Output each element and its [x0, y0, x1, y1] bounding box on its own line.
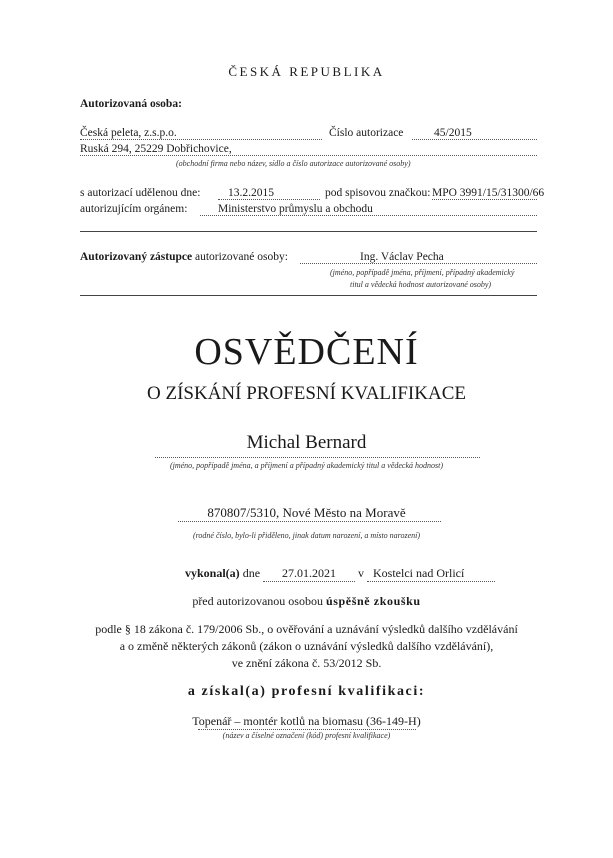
representative-name: Ing. Václav Pecha — [300, 251, 537, 264]
exam-performed-label: vykonal(a) — [185, 566, 240, 580]
representative-label-rest: autorizované osoby: — [195, 251, 288, 263]
holder-birth-note: (rodné číslo, bylo-li přiděleno, jinak datum narození, a místo narození) — [192, 531, 421, 540]
authorization-number: 45/2015 — [412, 127, 537, 140]
exam-before — [0, 594, 613, 609]
certificate-title: OSVĚDČENÍ — [194, 331, 419, 373]
exam-line — [185, 566, 495, 582]
holder-birth: 870807/5310, Nové Město na Moravě — [207, 505, 406, 520]
law-line-1: podle § 18 zákona č. 179/2006 Sb., o ověřování a uznávání výsledků dalšího vzdělávání — [95, 622, 518, 636]
granted-label: s autorizací udělenou dne: — [80, 187, 201, 199]
country-heading: ČESKÁ REPUBLIKA — [228, 64, 385, 79]
representative-note-1: (jméno, popřípadě jména, příjmení, případný akademický — [330, 268, 515, 277]
firm-note: (obchodní firma nebo název, sídlo a číslo autorizace autorizované osoby) — [176, 159, 411, 168]
authorization-number-label: Číslo autorizace — [329, 127, 404, 139]
law-line-3: ve znění zákona č. 53/2012 Sb. — [231, 656, 382, 670]
exam-date-label: dne — [242, 566, 261, 580]
representative-label — [80, 251, 288, 263]
qualification-heading: a získal(a) profesní kvalifikaci: — [187, 684, 426, 699]
granted-date: 13.2.2015 — [218, 187, 320, 200]
qualification-name: Topenář – montér kotlů na biomasu (36-149-H) — [192, 714, 421, 728]
divider-2 — [80, 295, 537, 296]
authority-name: Česká peleta, z.s.p.o. — [80, 127, 322, 140]
holder-name-note: (jméno, popřípadě jména, a příjmení a případný akademický titul a vědecká hodnost) — [169, 461, 444, 470]
exam-before-text: před autorizovanou osobou — [192, 594, 323, 608]
representative-note-2: titul a vědecká hodnost autorizované osoby) — [350, 280, 492, 289]
exam-date: 27.01.2021 — [263, 566, 355, 582]
qualification-note: (název a číselné označení (kód) profesní kvalifikace) — [222, 731, 391, 740]
divider-1 — [80, 231, 537, 232]
authority-address: Ruská 294, 25229 Dobřichovice, — [80, 143, 537, 156]
authority-body-label: autorizujícím orgánem: — [80, 203, 188, 215]
holder-name: Michal Bernard — [246, 432, 367, 453]
law-line-2: a o změně některých zákonů (zákon o uznávání výsledků dalšího vzdělávání), — [119, 639, 494, 653]
representative-label-bold: Autorizovaný zástupce — [80, 251, 193, 263]
exam-place: Kostelci nad Orlicí — [367, 566, 495, 582]
file-number: MPO 3991/15/31300/66 — [432, 187, 545, 199]
file-label: pod spisovou značkou: — [325, 187, 431, 199]
authorized-person-label: Autorizovaná osoba: — [80, 98, 182, 110]
authority-body: Ministerstvo průmyslu a obchodu — [200, 203, 537, 216]
exam-result: úspěšně zkoušku — [325, 594, 421, 608]
certificate-subtitle: O ZÍSKÁNÍ PROFESNÍ KVALIFIKACE — [147, 383, 466, 404]
exam-place-label: v — [358, 566, 365, 580]
